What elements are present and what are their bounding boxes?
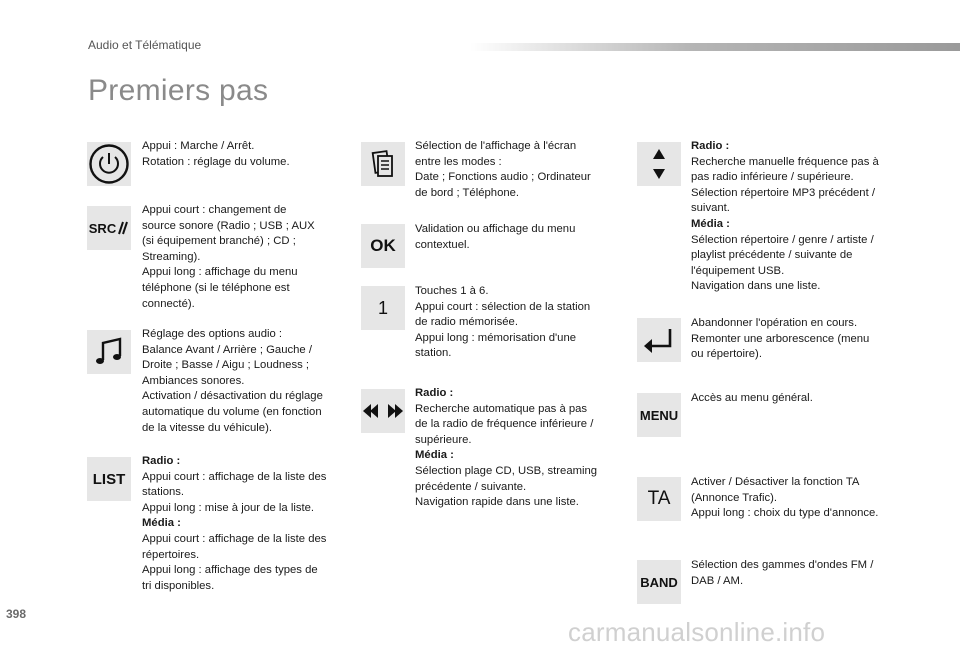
seek-button-icon [361,389,405,433]
back-description: Abandonner l'opération en cours. Remonter une arborescence (menu ou répertoire). [691,317,870,361]
display-button-icon [361,142,405,186]
music-note-icon [92,335,126,369]
power-description: Appui : Marche / Arrêt. Rotation : réglage du volume. [142,140,290,168]
page-title: Premiers pas [88,74,269,107]
music-button-icon [87,330,131,374]
menu-button-icon [637,393,681,437]
display-description: Sélection de l'affichage à l'écran entre les modes : Date ; Fonctions audio ; Ordinateur de bord ; Téléphone. [415,140,591,199]
ok-label: OK [370,236,396,255]
power-button-icon [87,142,131,186]
preset-one-label: 1 [377,297,388,318]
updown-button-icon [637,142,681,186]
music-description: Réglage des options audio : Balance Avant / Arrière ; Gauche / Droite ; Basse / Aigu ; Loudness ; Ambiances sonores. Activation / désactivation du réglage automatique du volume (en fonction de la vitesse du véhicule). [142,328,323,434]
preset-description: Touches 1 à 6. Appui court : sélection de la station de radio mémorisée. Appui long : mémorisation d'une station. [415,285,591,360]
updown-description: Radio : Recherche manuelle fréquence pas à pas radio inférieure / supérieure. Sélection répertoire MP3 précédent / suivant. Média : Sélection répertoire / genre / artiste / playlist précédente / suivante de l'équipement USB. Navigation dans une liste. [691,140,879,293]
up-down-arrows-icon [652,147,666,181]
menu-description: Accès au menu général. [691,392,813,404]
return-arrow-icon [642,326,676,354]
page-number: 398 [6,607,27,621]
src-button-icon [87,206,131,250]
power-icon [89,144,129,184]
phone-slash-icon [117,221,129,235]
section-title: Audio et Télématique [88,38,202,52]
header-decorative-bar [470,43,960,51]
menu-label: MENU [639,407,679,423]
ta-label: TA [647,488,671,509]
ta-description: Activer / Désactiver la fonction TA (Annonce Trafic). Appui long : choix du type d'annonce. [691,476,879,520]
list-description: Radio : Appui court : affichage de la liste des stations. Appui long : mise à jour de la liste. Média : Appui court : affichage de la liste des répertoires. Appui long : affichage des types de tri disponibles. [142,455,327,592]
ta-button-icon [637,477,681,521]
watermark: carmanualsonline.info [568,617,826,647]
ok-description: Validation ou affichage du menu contextuel. [415,223,576,251]
seek-arrows-icon [363,403,403,419]
src-label: SRC [88,220,117,236]
preset-button-icon [361,286,405,330]
list-button-icon [87,457,131,501]
ok-button-icon [361,224,405,268]
list-label: LIST [92,470,126,488]
seek-description: Radio : Recherche automatique pas à pas de la radio de fréquence inférieure / supérieure. Média : Sélection plage CD, USB, streaming précédente / suivante. Navigation rapide dans une liste. [415,387,598,509]
display-pages-icon [368,149,398,179]
band-button-icon [637,560,681,604]
band-label: BAND [640,574,678,590]
src-description: Appui court : changement de source sonore (Radio ; USB ; AUX (si équipement branché) ; CD ; Streaming). Appui long : affichage du menu téléphone (si le téléphone est connecté). [142,204,315,310]
band-description: Sélection des gammes d'ondes FM / DAB / AM. [691,559,874,587]
back-button-icon [637,318,681,362]
